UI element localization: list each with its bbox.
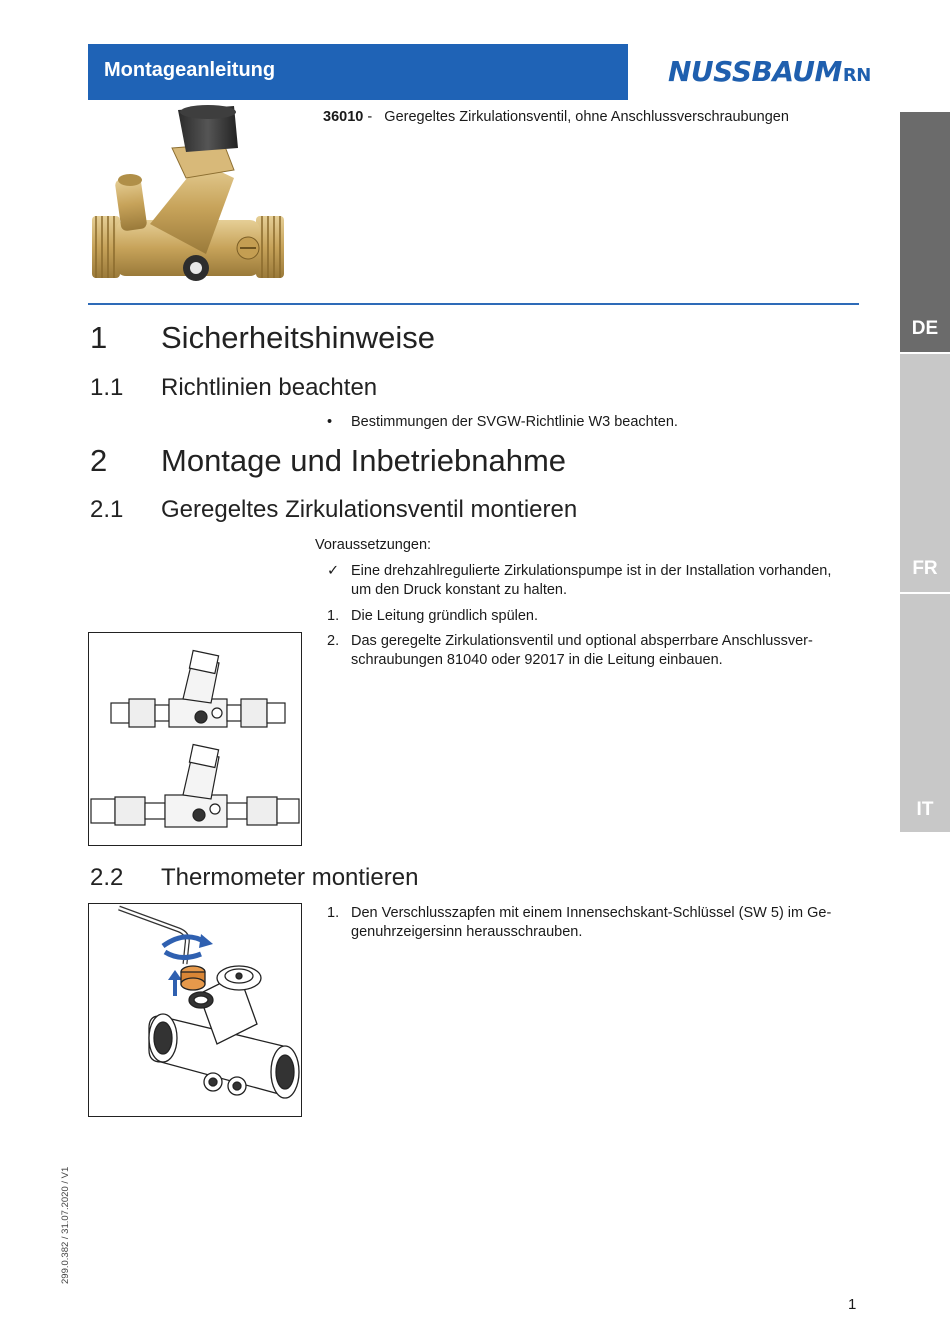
prerequisite-item: ✓ Eine drehzahlregulierte Zirkulationspumpe ist in der Installation vorhanden, um den Druck konstant zu halten. bbox=[327, 563, 832, 598]
step-item: 1. Die Leitung gründlich spülen. bbox=[327, 608, 539, 624]
lang-tab-de[interactable]: DE bbox=[900, 112, 950, 352]
document-header-bar bbox=[88, 44, 628, 100]
section-2-2-heading: 2.2 Thermometer montieren bbox=[90, 864, 419, 891]
check-icon: ✓ bbox=[327, 563, 340, 579]
prerequisites-label: Voraussetzungen: bbox=[315, 537, 432, 553]
section-1-heading: 1 Sicherheitshinweise bbox=[90, 320, 435, 355]
brand-logo: NUSSBAUMRN bbox=[668, 55, 871, 88]
lang-tab-fr[interactable]: FR bbox=[900, 354, 950, 592]
list-item: • Bestimmungen der SVGW-Richtlinie W3 beachten. bbox=[327, 414, 678, 430]
lang-tab-it[interactable]: IT bbox=[900, 594, 950, 832]
document-title: Montageanleitung bbox=[104, 59, 276, 81]
installation-figure bbox=[88, 632, 302, 846]
product-number: 36010 bbox=[323, 109, 364, 125]
page-number: 1 bbox=[848, 1296, 857, 1313]
document-reference: 299.0.382 / 31.07.2020 / V1 bbox=[60, 1166, 71, 1284]
header-divider bbox=[88, 303, 859, 305]
step-item: 2. Das geregelte Zirkulationsventil und optional absperrbare Anschlussver- schraubungen 81040 oder 92017 in die Leitung einbauen. bbox=[327, 633, 813, 668]
section-1-1-heading: 1.1 Richtlinien beachten bbox=[90, 374, 378, 401]
product-description: Geregeltes Zirkulationsventil, ohne Anschlussverschraubungen bbox=[384, 109, 789, 125]
section-2-1-heading: 2.1 Geregeltes Zirkulationsventil montieren bbox=[90, 496, 578, 523]
section-2-heading: 2 Montage und Inbetriebnahme bbox=[90, 443, 567, 478]
valve-product-photo bbox=[88, 104, 288, 290]
thermometer-figure bbox=[88, 903, 302, 1117]
step-item: 1. Den Verschlusszapfen mit einem Innensechskant-Schlüssel (SW 5) im Ge- genuhrzeigersinn herausschrauben. bbox=[327, 905, 832, 940]
product-line: 36010 - Geregeltes Zirkulationsventil, ohne Anschlussverschraubungen bbox=[323, 109, 789, 125]
